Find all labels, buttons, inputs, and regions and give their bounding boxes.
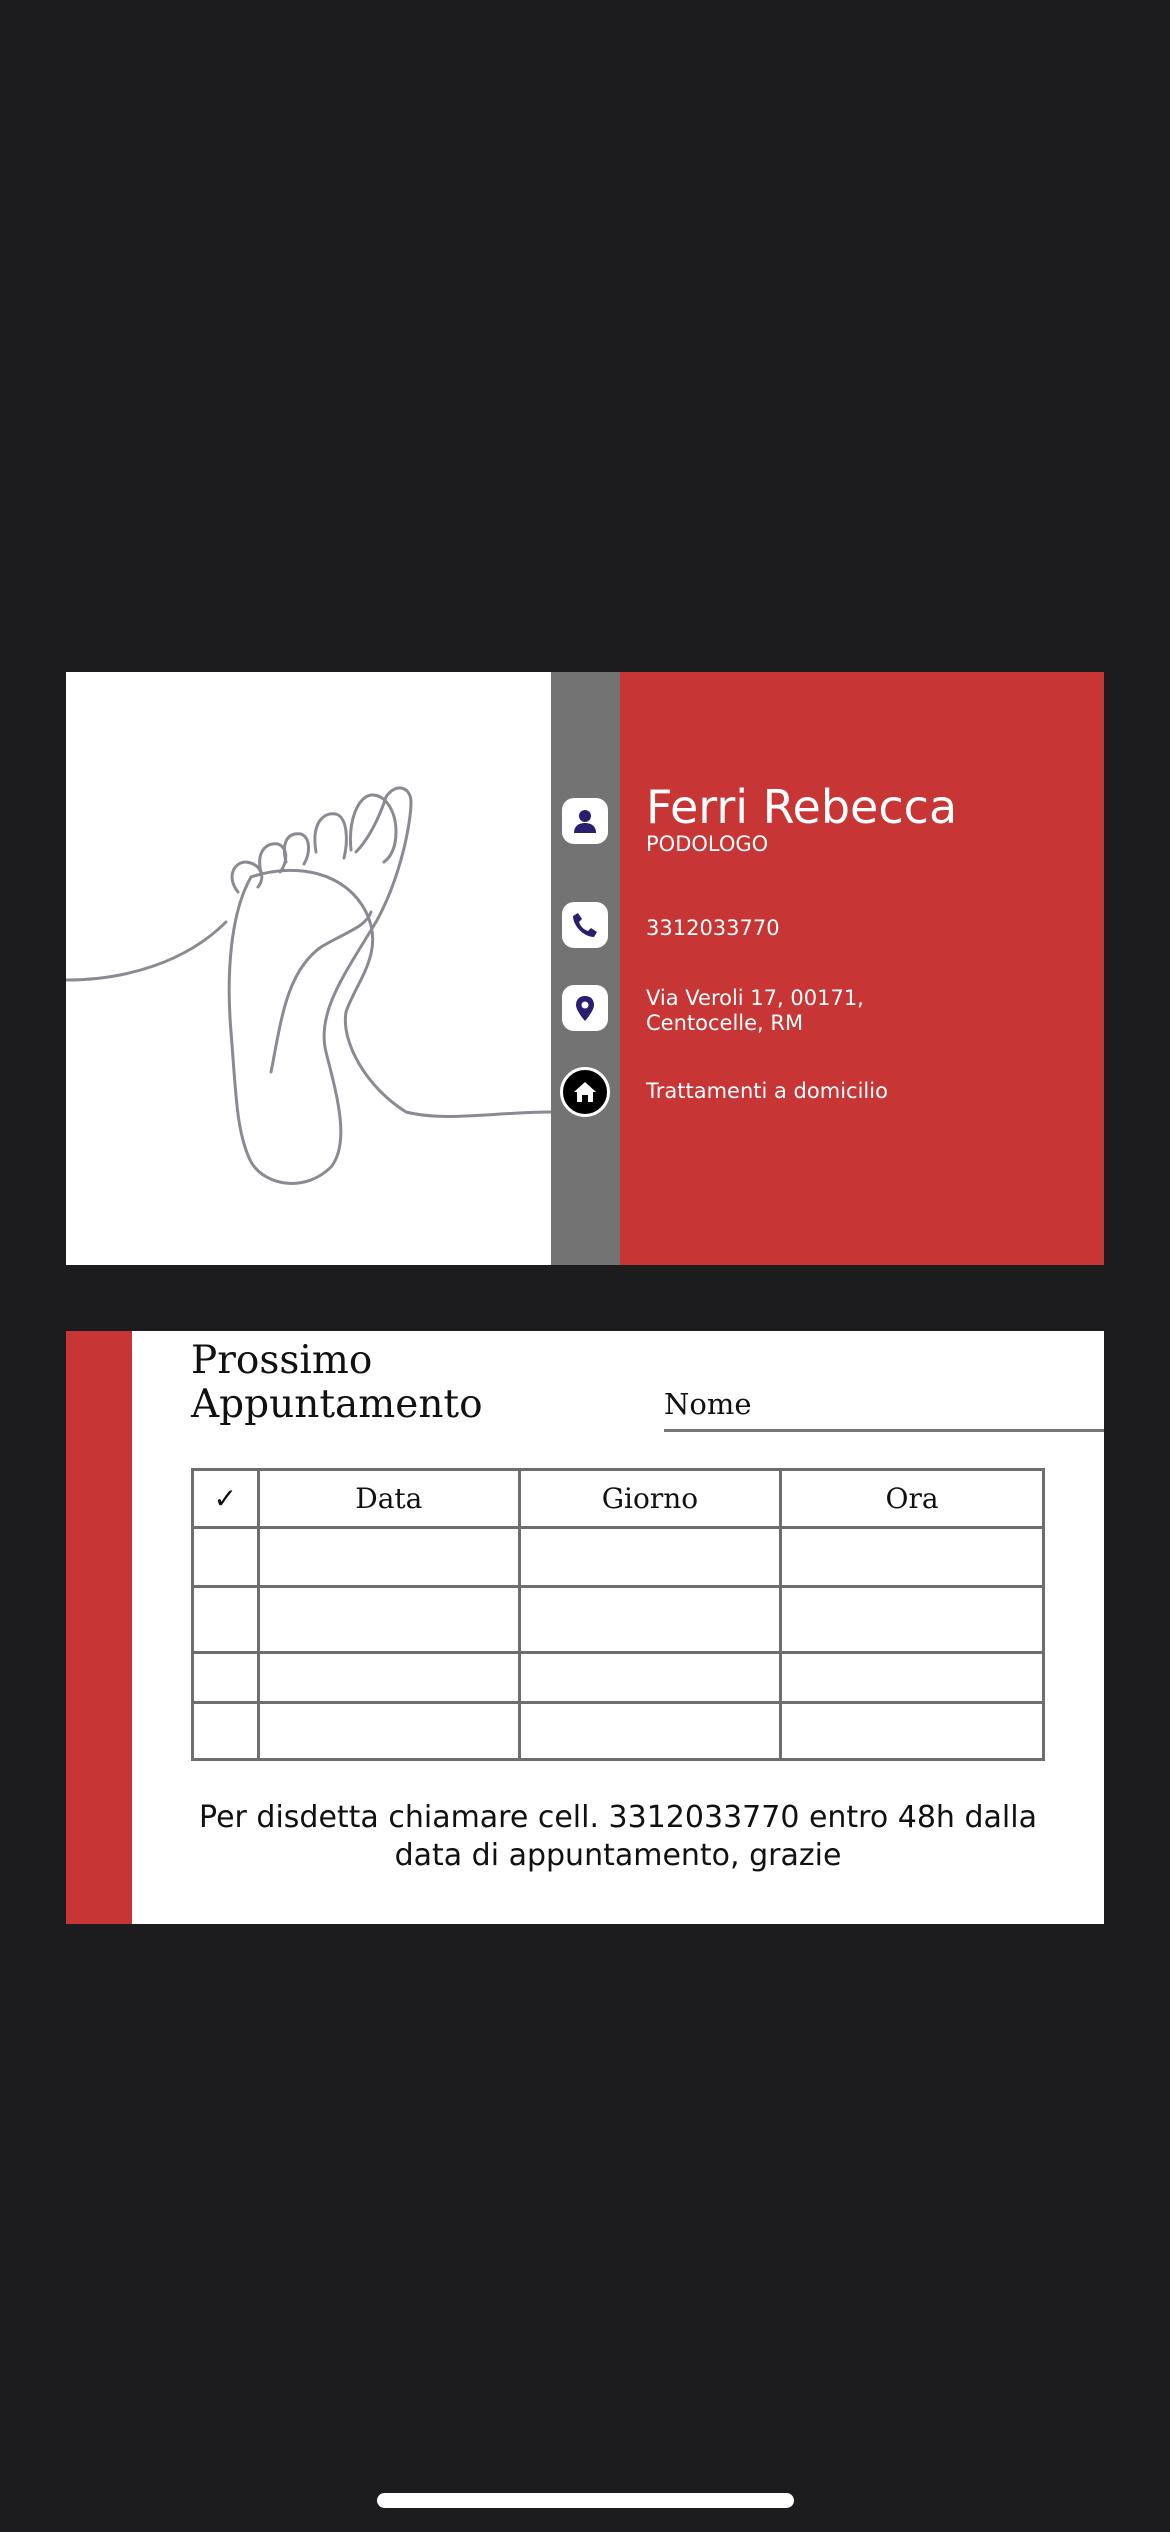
business-card-front	[66, 672, 1104, 1265]
foot-illustration-panel	[66, 672, 551, 1265]
table-cell[interactable]	[781, 1587, 1044, 1653]
foot-line-art-icon	[66, 672, 551, 1265]
red-side-bar	[66, 1331, 132, 1924]
table-header-row	[193, 1470, 1044, 1528]
day-header: Giorno	[519, 1470, 780, 1528]
title-line-2: Appuntamento	[191, 1382, 483, 1427]
home-icon	[560, 1067, 610, 1117]
address-line-2: Centocelle, RM	[646, 1011, 804, 1035]
time-header: Ora	[781, 1470, 1044, 1528]
table-cell[interactable]	[519, 1703, 780, 1760]
table-cell[interactable]	[781, 1703, 1044, 1760]
service-text: Trattamenti a domicilio	[646, 1079, 888, 1103]
home-indicator[interactable]	[377, 2493, 794, 2508]
table-cell[interactable]	[258, 1587, 519, 1653]
nome-label: Nome	[664, 1387, 752, 1421]
table-row	[193, 1528, 1044, 1587]
table-row	[193, 1653, 1044, 1703]
table-cell[interactable]	[258, 1653, 519, 1703]
date-header: Data	[258, 1470, 519, 1528]
phone-icon[interactable]	[562, 902, 608, 948]
table-row	[193, 1703, 1044, 1760]
appointment-title	[191, 1339, 571, 1427]
appointment-card-back	[66, 1331, 1104, 1924]
holder-role: PODOLOGO	[646, 832, 769, 856]
person-icon	[562, 798, 608, 844]
location-pin-icon	[562, 985, 608, 1031]
table-cell[interactable]	[519, 1653, 780, 1703]
address	[646, 986, 864, 1036]
table-cell[interactable]	[193, 1528, 259, 1587]
table-cell[interactable]	[258, 1528, 519, 1587]
check-header: ✓	[193, 1470, 259, 1528]
gray-icon-strip	[551, 672, 620, 1265]
cancellation-note: Per disdetta chiamare cell. 3312033770 entro 48h dalla data di appuntamento, grazie	[199, 1800, 1037, 1873]
table-row	[193, 1587, 1044, 1653]
table-cell[interactable]	[781, 1528, 1044, 1587]
table-cell[interactable]	[781, 1653, 1044, 1703]
nome-underline	[664, 1429, 1104, 1432]
appointment-table	[191, 1468, 1045, 1761]
table-cell[interactable]	[519, 1587, 780, 1653]
table-cell[interactable]	[193, 1653, 259, 1703]
holder-name: Ferri Rebecca	[646, 780, 958, 834]
table-cell[interactable]	[193, 1703, 259, 1760]
phone-number[interactable]: 3312033770	[646, 916, 780, 940]
table-cell[interactable]	[519, 1528, 780, 1587]
table-cell[interactable]	[193, 1587, 259, 1653]
table-cell[interactable]	[258, 1703, 519, 1760]
red-info-panel	[620, 672, 1104, 1265]
title-line-1: Prossimo	[191, 1338, 373, 1383]
address-line-1: Via Veroli 17, 00171,	[646, 986, 864, 1010]
